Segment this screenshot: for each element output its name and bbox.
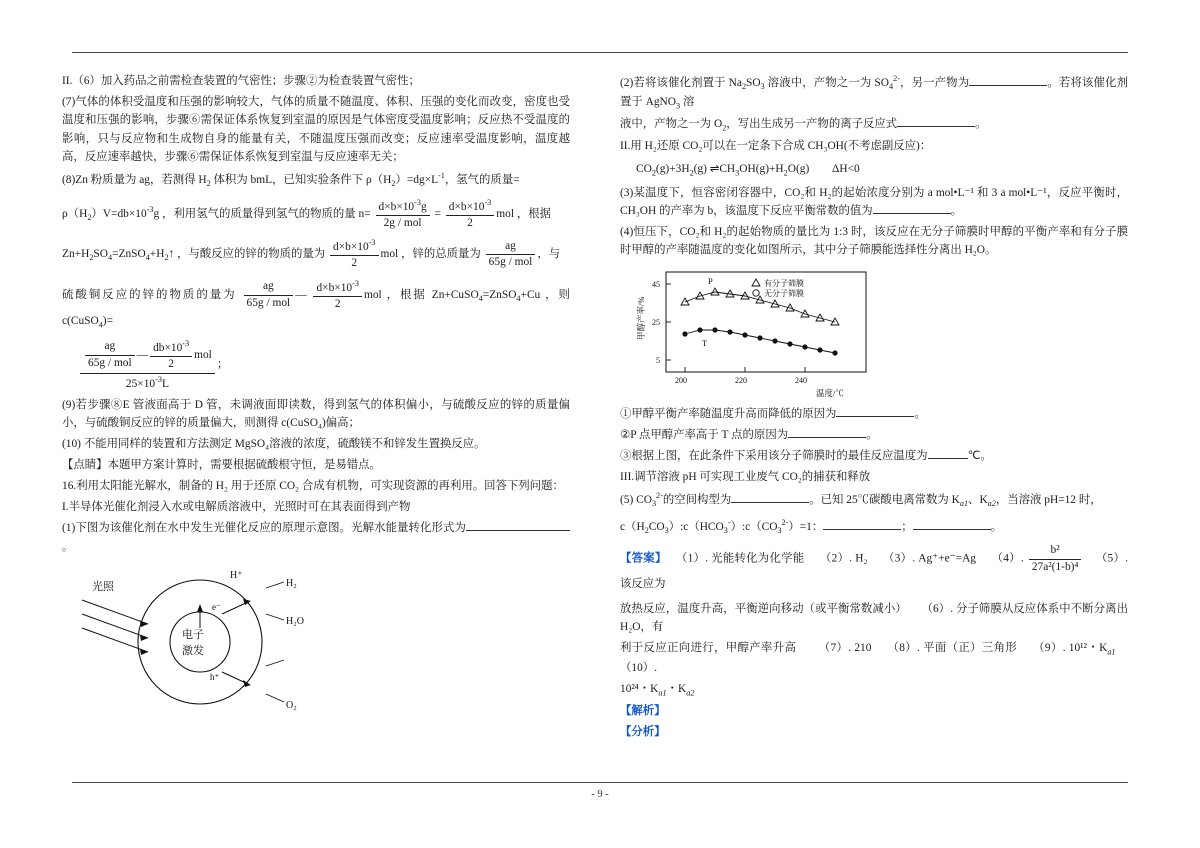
- eq4-num-frac1: [85, 339, 135, 371]
- q2-d: ，另一产物为: [899, 76, 970, 89]
- answer-blank-4a[interactable]: [836, 405, 914, 417]
- eq4-semi: ；: [216, 358, 229, 371]
- svg-text:25: 25: [652, 317, 660, 327]
- para-q5: (5) $CO_3^{2-}$的空间构型为 。已知 25℃碳酸电离常数为 $K_{a1}$、$K_{a2}$，当溶液 pH=12 时，: [620, 490, 1102, 508]
- para-6: II.（6）加入药品之前需检查装置的气密性；步骤②为检查装置气密性；: [62, 75, 420, 87]
- eq3-d: +Cu ，则 c(CuSO: [62, 288, 570, 328]
- answer-4-den: 27a²(1-b)⁴: [1031, 560, 1079, 573]
- equation-2: $Zn+H_2SO_4=ZnSO_4+H_2↑$ ，与酸反应的锌的物质的量为 $\frac{d\times b\times 10^{-3}}{2}$ mol ，锌的总质量为 $\frac{ag}{\text{65g / mol}}$ ，与: [62, 237, 570, 272]
- q2b-a: 液中，产物之一为 O: [620, 118, 723, 131]
- answer-5-label: （5）. 该反应为: [620, 552, 1128, 591]
- svg-text:45: 45: [652, 279, 660, 289]
- eq4-num-frac1-num: ag: [85, 339, 135, 355]
- answer-5-cont-line: [620, 600, 1128, 637]
- footer-rule: [72, 782, 1128, 783]
- eq4-num-frac2-den: 2: [168, 358, 174, 371]
- q2-c: 溶液中，产物之一为 SO: [764, 76, 889, 89]
- answer-8: （8）. 平面（正）三角形: [887, 642, 1018, 655]
- analysis-label: 【解析】: [620, 704, 666, 717]
- para-q16-1: [62, 519, 570, 556]
- q5b-f: ；: [901, 520, 913, 533]
- answer-3: （3）. Ag⁺+e⁻=Ag: [883, 552, 976, 565]
- left-column: [62, 72, 570, 726]
- para-sec3: III.调节溶液 pH 可实现工业废气 CO₂的捕获和释放: [620, 470, 871, 483]
- label-electron: e⁻: [212, 602, 221, 613]
- equation-1: $\rho(H_2)V=db\times 10^{-3}g$ ，利用氢气的质量得到氢气的物质的量 n= $\frac{d\times b\times 10^{-3}g}{\text{2g / mol}}$ = $\frac{d\times b\times 10^{-3}}{2}$ mol ，根据: [62, 197, 570, 232]
- equation-3: 硫酸铜反应的锌的物质的量为 $\frac{ag}{\text{65g / mol}}$ — $\frac{d\times b\times 10^{-3}}{2}$ mol ，根据 Zn+CuSO$_4$=ZnSO$_4$+Cu ，则 c(CuSO$_4$)=: [62, 278, 570, 330]
- q2-f: 溶: [680, 96, 695, 109]
- answers-block: [620, 543, 1128, 593]
- answer-4-num: b²: [1029, 543, 1082, 559]
- eq4-num-frac1-den: 65g / mol: [88, 356, 132, 369]
- equation-main: $CO_2(g)+3H_2(g)$ $\rightleftharpoons CH_3OH(g)+H_2O(g)$ ΔH<0: [636, 162, 860, 178]
- methanol-yield-chart: [630, 266, 920, 401]
- svg-text:220: 220: [735, 375, 747, 385]
- p8-b: 体积为 bmL，已知实验条件下 ρ（H: [210, 174, 392, 187]
- p8-c: ）=dg×L: [395, 174, 439, 187]
- svg-text:有分子筛膜: 有分子筛膜: [764, 278, 804, 288]
- eq4-den: $25\times 10^{-3}L$: [125, 374, 169, 390]
- series-no-membrane-line: [685, 330, 835, 353]
- header-rule: [72, 52, 1128, 53]
- label-o2: O₂: [286, 700, 297, 712]
- eq4-num-frac2-num-text: db×10: [153, 341, 183, 354]
- para-q5b: $c(H_2CO_3):c(HCO_3^-):c(CO_3^{2-})=1$： ； 。: [620, 518, 1003, 536]
- eq4-num-frac2-num: $db\times 10^{-3}$: [150, 338, 192, 357]
- answer-4-fraction: [1029, 543, 1082, 575]
- eq3-frac1-num: ag: [244, 279, 294, 295]
- q5-a: (5) CO: [620, 493, 652, 506]
- eq1-frac2-den: 2: [467, 216, 473, 229]
- eq2-frac1-num-text: d×b×10: [333, 241, 369, 254]
- eq3-frac2-num: $d\times b\times 10^{-3}$: [313, 278, 361, 297]
- eqm-e: O(g): [787, 162, 810, 175]
- answer-10-cont-line: [620, 680, 1128, 700]
- eq4-num-frac2: [150, 338, 192, 373]
- label-hplus: H⁺: [230, 570, 243, 582]
- eq1-c: g ，利用氢气的质量得到氢气的物质的量 n=: [153, 207, 371, 220]
- chart-ylabel: 甲醇产率/%: [636, 296, 646, 340]
- answer-blank-2b[interactable]: [897, 115, 975, 127]
- eqm-d: OH(g)+H: [739, 162, 784, 175]
- q5b-b: CO: [648, 520, 665, 533]
- eqm-c: (g) ⇌CH: [693, 162, 736, 175]
- eq2-e: ↑ ，与酸反应的锌的物质的量为: [168, 248, 326, 261]
- answer-blank-4b[interactable]: [788, 426, 866, 438]
- eq2-frac2-den: 65g / mol: [488, 256, 533, 269]
- answer-10-sub1: a1: [658, 687, 667, 697]
- eq4-num-tail: mol: [194, 348, 212, 361]
- eq3-c: =ZnSO: [482, 288, 517, 301]
- q4-2-text: ②P 点甲醇产率高于 T 点的原因为: [620, 428, 789, 441]
- q5b-c: ）:c（HCO: [668, 520, 724, 533]
- chart-legend: [752, 278, 804, 298]
- eq1-b: ）V=db×10: [91, 207, 147, 220]
- eq2-frac-1: [330, 237, 378, 272]
- para-10: (10) 不能用同样的装置和方法测定 MgSO₄溶液的浓度，硫酸镁不和锌发生置换反应。: [62, 438, 486, 451]
- q5b-d: ）:c（CO: [730, 520, 778, 533]
- analysis-label-2: 【分析】: [620, 725, 666, 738]
- eq3-a: 硫酸铜反应的锌的物质的量为: [62, 288, 237, 301]
- svg-text:200: 200: [675, 375, 687, 385]
- right-column: [620, 72, 1128, 744]
- para-tips: 【点睛】本题甲方案计算时，需要根据硫酸根守恒，是易错点。: [62, 459, 381, 472]
- equation-4: [78, 338, 570, 392]
- answer-1: （1）. 光能转化为化学能: [675, 552, 805, 565]
- eqm-b: (g)+3H: [655, 162, 690, 175]
- label-light: 光照: [92, 581, 114, 594]
- eq1-frac-1: [376, 197, 430, 232]
- p8-a: (8)Zn 粉质量为 ag，若测得 H: [62, 174, 207, 187]
- eq3-frac2-den: 2: [334, 298, 341, 311]
- q3-text: (3)某温度下，恒容密闭容器中，CO₂和 H₂的起始浓度分别为 a mol•L⁻¹ 和 3 a mol•L⁻¹，反应平衡时，CH₃OH 的产率为 b，该温度下反应平衡常数的值为: [620, 186, 1128, 217]
- q5-e: ，当溶液 pH=12 时，: [995, 493, 1102, 506]
- eq4-den-tail: L: [161, 377, 169, 390]
- para-sec1: I.半导体光催化剂浸入水或电解质溶液中，光照时可在其表面得到产物: [62, 501, 411, 514]
- answer-10-label: （10）.: [620, 661, 658, 674]
- q5b-g: 。: [990, 520, 1003, 533]
- answer-6: （6）. 分子筛膜从反应体系中不断分离出 H₂O，有: [620, 602, 1128, 634]
- answer-5-cont: 放热反应，温度升高，平衡逆向移动（或平衡常数减小）: [620, 602, 907, 615]
- q4-3-end: ℃。: [967, 449, 992, 462]
- eq3-frac1-den: 65g / mol: [246, 296, 291, 309]
- eq4-den-text: 25×10: [125, 377, 156, 390]
- para-q2b: 液中，产物之一为 $O_2$，写出生成另一产物的离子反应式 。: [620, 115, 1128, 135]
- answer-blank-3[interactable]: [873, 202, 951, 214]
- eq3-frac-1: [244, 279, 294, 311]
- q5-b: 的空间构型为: [662, 493, 732, 506]
- answer-10-cont: 10²⁴・K: [620, 682, 659, 695]
- q16-1-end: 。: [62, 540, 74, 553]
- eq2-frac-2: [486, 239, 536, 271]
- eq3-e: )=: [102, 315, 114, 328]
- answer-9-sub: a1: [1107, 647, 1116, 657]
- eq2-frac1-num: $d\times b\times 10^{-3}$: [330, 237, 378, 256]
- q2-a: (2)若将该催化剂置于 Na: [620, 76, 742, 89]
- q4-3-text: ③根据上图，在此条件下采用该分子筛膜时的最佳反应温度为: [620, 449, 928, 462]
- answer-10-sub2: a2: [686, 687, 695, 697]
- page-number: - 9 -: [591, 789, 609, 800]
- eq1-tail: mol ，根据: [496, 207, 552, 220]
- answer-blank-5b[interactable]: [823, 518, 901, 530]
- photocatalysis-diagram: [70, 562, 370, 722]
- para-9: (9)若步骤⑧E 管液面高于 D 管，未调液面即读数，得到氢气的体积偏小，与硫酸反应的锌的质量偏小，与硫酸铜反应的锌的质量偏大，则测得 c(CuSO₄)偏高；: [62, 398, 570, 430]
- answer-6-cont: 利于反应正向进行，甲醇产率升高: [620, 642, 797, 655]
- eq1-a: ρ（H: [62, 207, 88, 220]
- eq2-a: Zn+H: [62, 248, 90, 261]
- chart-svg: [630, 266, 920, 401]
- answer-label: 【答案】: [620, 552, 667, 565]
- eq1-frac-2: [446, 197, 494, 232]
- q2-e: 。若将该催化剂置于 AgNO: [620, 76, 1128, 109]
- eq1-frac2-num: $d\times b\times 10^{-3}$: [446, 197, 494, 216]
- label-hole: h⁺: [210, 672, 220, 683]
- para-q4-3: [620, 447, 1128, 465]
- answer-2: （2）. H₂: [820, 552, 868, 565]
- eq2-f: mol ，锌的总质量为: [380, 248, 481, 261]
- eq2-d: +H: [149, 248, 165, 261]
- q2-b: SO: [746, 76, 761, 89]
- p8-d: ，氢气的质量=: [444, 174, 520, 187]
- eq2-g: ，与: [537, 248, 561, 261]
- para-q3: [620, 184, 1128, 221]
- eq3-frac-2: [313, 278, 361, 313]
- eq1-frac2-num-text: d×b×10: [448, 200, 485, 213]
- eq3-b: mol ，根据 Zn+CuSO: [363, 288, 479, 301]
- answer-blank-5c[interactable]: [913, 518, 991, 530]
- answer-10-cont2: ・K: [666, 682, 687, 695]
- label-h2: H₂: [286, 578, 297, 590]
- eq4-bigfrac: [80, 338, 215, 392]
- answer-7: （7）. 210: [818, 642, 872, 655]
- svg-text:5: 5: [656, 355, 660, 365]
- q4-1-end: 。: [914, 407, 926, 420]
- answer-blank-2a[interactable]: [969, 74, 1047, 86]
- label-center-2: 激发: [182, 645, 204, 658]
- eq2-frac1-den: 2: [351, 257, 358, 270]
- para-q4: (4)恒压下，CO₂和 H₂的起始物质的量比为 1:3 时，该反应在无分子筛膜时甲醇的平衡产率和有分子膜时甲醇的产率随温度的变化如图所示，其中分子筛膜能选择性分离出 H₂O。: [620, 225, 1128, 257]
- q5-c: 。已知 25℃碳酸电离常数为 K: [809, 493, 960, 506]
- eq3-frac2-num-text: d×b×10: [316, 281, 353, 294]
- para-q4-2: [620, 426, 1128, 444]
- q16-1-text: (1)下图为该催化剂在水中发生光催化反应的原理示意图。光解水能量转化形式为: [62, 522, 466, 535]
- chart-annotation-P: P: [708, 275, 713, 286]
- answer-blank[interactable]: [466, 519, 570, 531]
- eqm-dh: ΔH<0: [832, 162, 860, 175]
- answer-blank-4c[interactable]: [928, 447, 968, 459]
- para-q16: 16.利用太阳能光解水，制备的 H₂ 用于还原 CO₂ 合成有机物，可实现资源的再利用。回答下列问题：: [62, 480, 564, 493]
- svg-text:无分子筛膜: 无分子筛膜: [764, 288, 804, 298]
- chart-xlabel: 温度/℃: [816, 387, 844, 398]
- chart-annotation-T: T: [702, 337, 708, 348]
- eq1-frac1-num-text: d×b×10: [378, 200, 415, 213]
- para-8: (8)Zn 粉质量为 ag，若测得 $H_2$ 体积为 bmL，已知实验条件下 $\rho(H_2)=dg\times L^{-1}$，氢气的质量=: [62, 171, 520, 189]
- q4-2-end: 。: [866, 428, 878, 441]
- q5b-e: ）=1：: [788, 520, 824, 533]
- eq2-c: =ZnSO: [112, 248, 146, 261]
- eqm-a: CO: [636, 162, 652, 175]
- eq2-frac2-num: ag: [486, 239, 536, 255]
- q2b-b: ，写出生成另一产物的离子反应式: [726, 118, 898, 131]
- label-center-1: 电子: [182, 629, 204, 642]
- eq3-minus: —: [295, 288, 307, 301]
- eq1-frac1-den: 2g / mol: [383, 216, 422, 229]
- outer-circle: [138, 580, 262, 704]
- q3-end: 。: [950, 204, 963, 217]
- series-with-membrane-markers: [681, 288, 839, 325]
- svg-text:240: 240: [795, 375, 807, 385]
- para-sec2: II.用 H₂还原 CO₂可以在一定条下合成 CH₃OH(不考虑副反应)：: [620, 140, 932, 153]
- q2b-c: 。: [975, 118, 987, 131]
- answer-6-cont-line: [620, 639, 1128, 677]
- para-7: (7)气体的体积受温度和压强的影响较大，气体的质量不随温度、体积、压强的变化而改变，密度也受温度和压强的影响，步骤⑥需保证体系恢复到室温的原因是气体密度受温度影响；反应热不受温度的影响，只与反应物和生成物自身的能量有关，不随温度压强而改变；反应速率受温度影响，温度越高，反应速率越快，步骤⑥需保证体系恢复到室温与反应速率无关；: [62, 95, 570, 164]
- q5b-a: c（H: [620, 520, 645, 533]
- para-q4-1: [620, 405, 1128, 423]
- answer-9: （9）. 10¹²・K: [1033, 642, 1108, 655]
- eq2-b: SO: [93, 248, 108, 261]
- q4-1-text: ①甲醇平衡产率随温度升高而降低的原因为: [620, 407, 837, 420]
- photocatalysis-svg: [70, 562, 370, 722]
- answer-4-label: （4）.: [991, 552, 1024, 565]
- para-q2: (2)若将该催化剂置于 $Na_2SO_3$ 溶液中，产物之一为 $SO_4^{2-}$，另一产物为 。若将该催化剂置于 AgNO$_3$ 溶: [620, 74, 1128, 111]
- answer-blank-5a[interactable]: [731, 491, 809, 503]
- label-h2o: H₂O: [286, 616, 304, 628]
- eq4-num: $\frac{ag}{\text{65g / mol}}$ — $\frac{db\times 10^{-3}}{2}$ mol: [80, 338, 215, 374]
- q5-d: 、K: [968, 493, 988, 506]
- eq1-frac1-num: $d\times b\times 10^{-3}g$: [376, 197, 430, 216]
